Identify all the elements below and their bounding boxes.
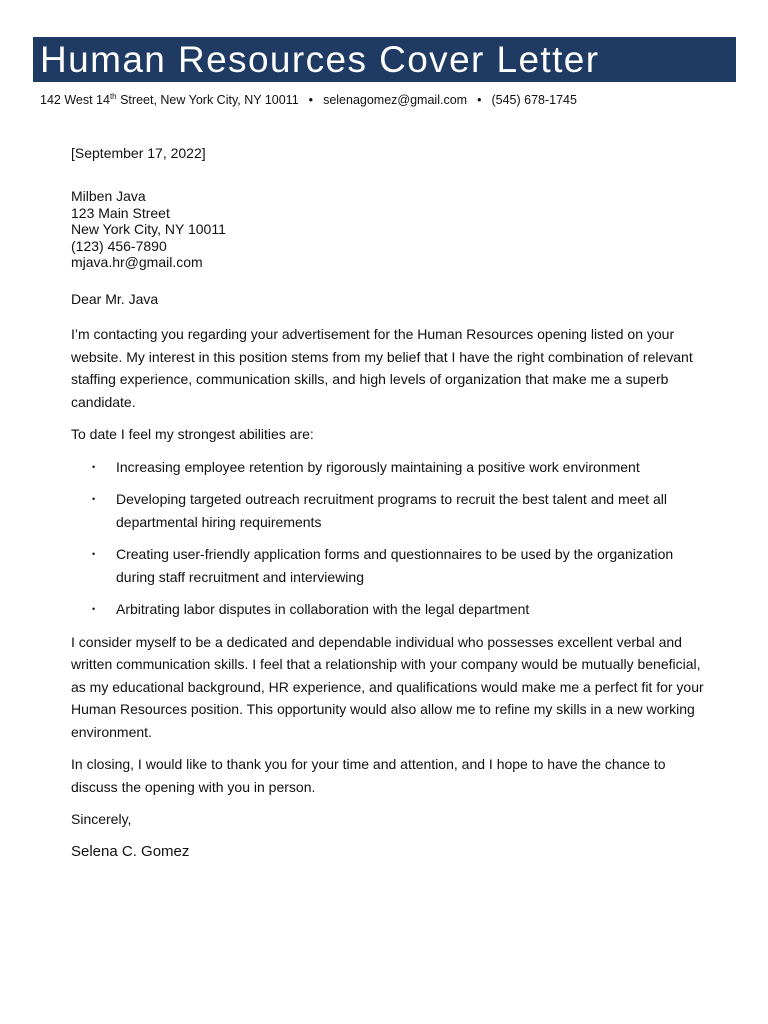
list-item: • Developing targeted outreach recruitment programs to recruit the best talent and meet all departmental hiring requirements	[71, 488, 711, 533]
bullet: •	[92, 461, 96, 472]
letter-date: [September 17, 2022]	[71, 145, 206, 161]
bullet: •	[92, 604, 96, 614]
abilities-list	[71, 456, 711, 621]
list-item: • Arbitrating labor disputes in collaboration with the legal department	[71, 598, 711, 621]
sender-address: 142 West 14th Street, New York City, NY 10011	[40, 92, 299, 108]
separator-dot: •	[477, 93, 482, 108]
bullet: •	[92, 549, 96, 559]
sender-email: selenagomez@gmail.com	[323, 93, 468, 108]
page-title: Human Resources Cover Letter	[40, 39, 600, 80]
closing-paragraph: In closing, I would like to thank you for your time and attention, and I hope to have the chance to discuss the opening with you in person.	[71, 756, 666, 795]
signoff: Sincerely,	[71, 811, 132, 827]
body-paragraph: I consider myself to be a dedicated and dependable individual who possesses excellent verbal and written communication skills. I feel that a relationship with your company would be mutually beneficial, as my educational background, HR experience, and qualifications would make me a perfect fit for your Human Resources position. This opportunity would also allow me to refine my skills in a new working environment.	[71, 633, 704, 740]
title-bar	[33, 37, 736, 82]
sender-phone: (545) 678-1745	[491, 93, 577, 108]
contact-line	[40, 92, 577, 107]
list-item: • Creating user-friendly application forms and questionnaires to be used by the organization during staff recruitment and interviewing	[71, 543, 711, 588]
recipient-email: mjava.hr@gmail.com	[71, 254, 203, 270]
recipient-block	[71, 188, 226, 271]
recipient-phone: (123) 456-7890	[71, 237, 167, 254]
bullet: •	[92, 494, 96, 504]
recipient-name: Milben Java	[71, 188, 146, 204]
list-item: • Increasing employee retention by rigorously maintaining a positive work environment	[71, 456, 711, 479]
intro-paragraph: I’m contacting you regarding your advertisement for the Human Resources opening listed on your website. My interest in this position stems from my belief that I have the right combination of relevant staffing experience, communication skills, and high levels of organization that make me a superb candidate.	[71, 326, 693, 410]
signature: Selena C. Gomez	[71, 842, 190, 860]
abilities-lead: To date I feel my strongest abilities are:	[71, 426, 314, 442]
recipient-street: 123 Main Street	[71, 204, 170, 221]
separator-dot: •	[308, 93, 314, 108]
salutation: Dear Mr. Java	[71, 291, 159, 307]
recipient-city: New York City, NY 10011	[71, 221, 226, 237]
letter-body	[71, 323, 711, 873]
